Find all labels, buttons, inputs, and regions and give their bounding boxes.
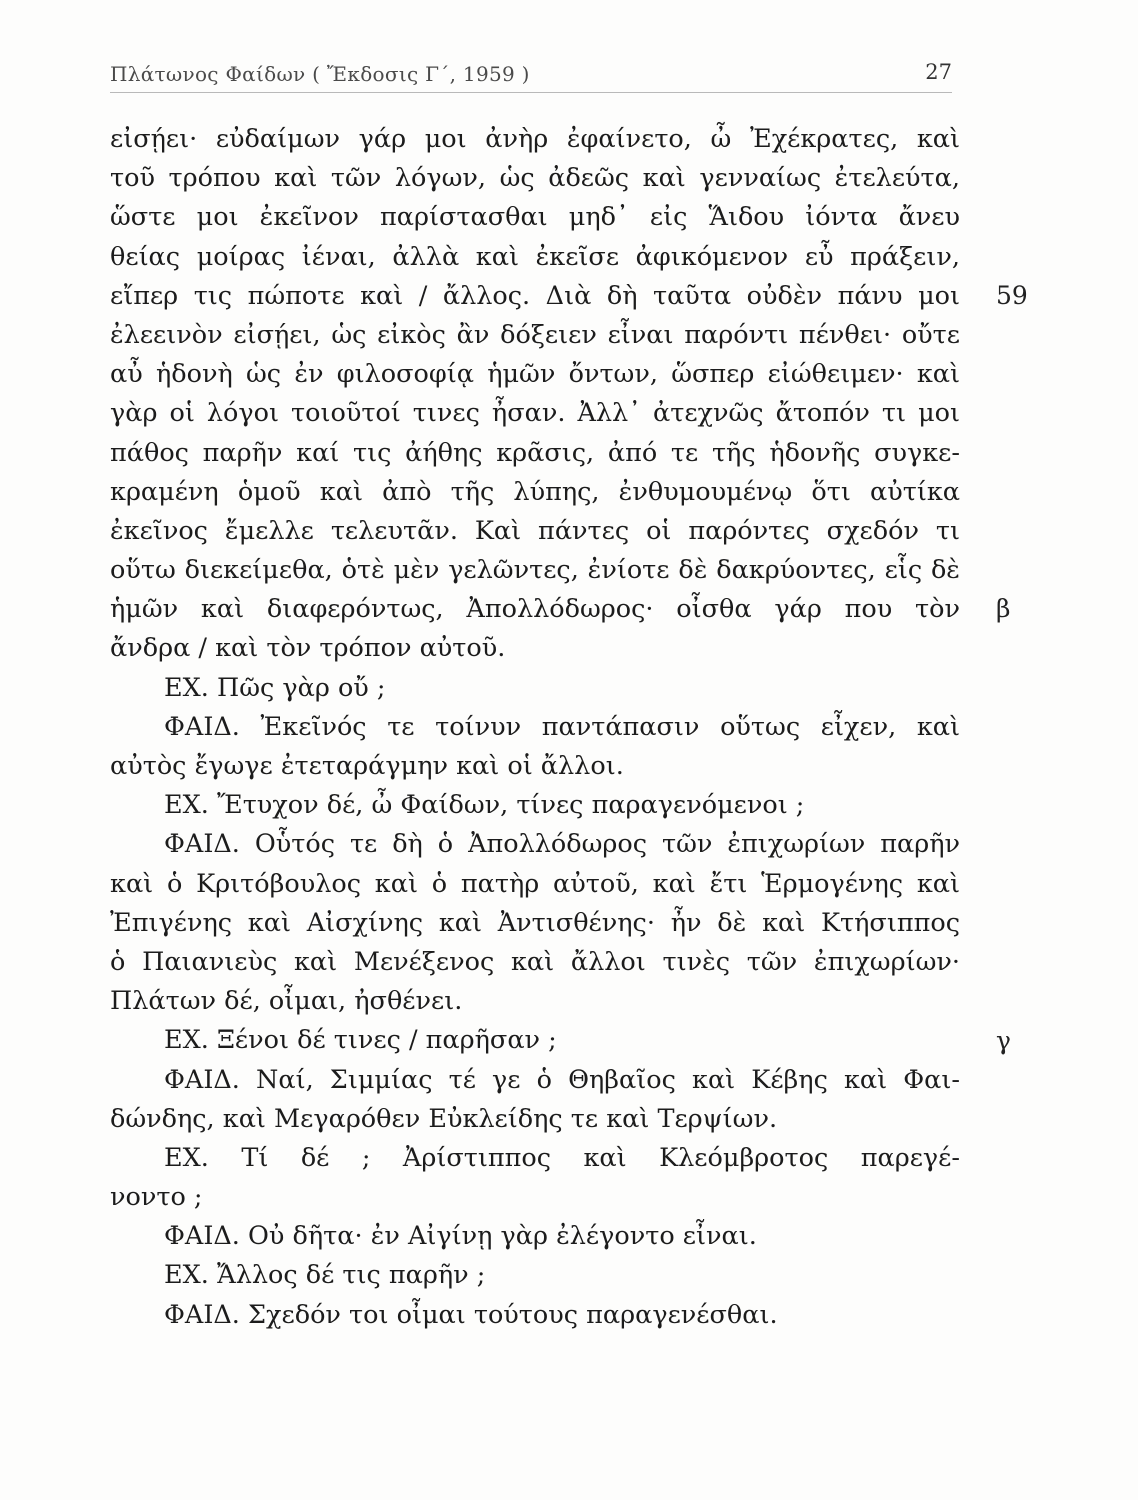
text-line: ΕΧ. Ἄλλος δέ τις παρῆν ; [164, 1260, 486, 1291]
text-line: ΕΧ. Ξένοι δέ τινες / παρῆσαν ; [164, 1025, 557, 1056]
text-line: τοῦ τρόπου καὶ τῶν λόγων, ὡς ἀδεῶς καὶ γενναίως ἐτελεύτα, [110, 163, 960, 194]
margin-section-marker: γ [996, 1025, 1011, 1055]
text-line: εἴπερ τις πώποτε καὶ / ἄλλος. Διὰ δὴ ταῦτα οὐδὲν πάνυ μοι [110, 280, 960, 311]
text-line: ὥστε μοι ἐκεῖνον παρίστασθαι μηδ᾽ εἰς Ἅιδου ἰόντα ἄνευ [110, 202, 960, 233]
text-line: κραμένη ὁμοῦ καὶ ἀπὸ τῆς λύπης, ἐνθυμουμένῳ ὅτι αὐτίκα [110, 476, 960, 507]
text-line: Ἐπιγένης καὶ Αἰσχίνης καὶ Ἀντισθένης· ἦν δὲ καὶ Κτήσιππος [110, 907, 960, 938]
margin-section-marker: 59 [996, 280, 1028, 310]
text-line: γὰρ οἱ λόγοι τοιοῦτοί τινες ἦσαν. Ἀλλ᾽ ἀτεχνῶς ἄτοπόν τι μοι [110, 398, 960, 429]
text-line: οὕτω διεκείμεθα, ὁτὲ μὲν γελῶντες, ἐνίοτε δὲ δακρύοντες, εἷς δὲ [110, 555, 960, 586]
header-title: Πλάτωνος Φαίδων ( Ἔκδοσις Γ΄, 1959 ) [110, 62, 530, 86]
text-line: ΕΧ. Πῶς γὰρ οὔ ; [164, 672, 386, 703]
text-line: ἡμῶν καὶ διαφερόντως, Ἀπολλόδωρος· οἶσθα γάρ που τὸν [110, 594, 960, 625]
text-line: ἐκεῖνος ἔμελλε τελευτᾶν. Καὶ πάντες οἱ παρόντες σχεδόν τι [110, 515, 960, 546]
text-line: ἐλεεινὸν εἰσῄει, ὡς εἰκὸς ἂν δόξειεν εἶναι παρόντι πένθει· οὔτε [110, 319, 960, 350]
text-line: νοντο ; [110, 1182, 203, 1213]
text-line: ἄνδρα / καὶ τὸν τρόπον αὐτοῦ. [110, 633, 506, 664]
main-text [110, 120, 960, 1335]
text-line: καὶ ὁ Κριτόβουλος καὶ ὁ πατὴρ αὐτοῦ, καὶ ἔτι Ἑρμογένης καὶ [110, 868, 960, 899]
text-line: θείας μοίρας ἰέναι, ἀλλὰ καὶ ἐκεῖσε ἀφικόμενον εὖ πράξειν, [110, 241, 960, 272]
text-line: εἰσῄει· εὐδαίμων γάρ μοι ἀνὴρ ἐφαίνετο, ὦ Ἐχέκρατες, καὶ [110, 124, 960, 154]
margin-section-marker: β [996, 594, 1011, 624]
text-line: ΦΑΙΔ. Ἐκεῖνός τε τοίνυν παντάπασιν οὕτως εἶχεν, καὶ [164, 711, 960, 742]
text-line: ΦΑΙΔ. Σχεδόν τοι οἶμαι τούτους παραγενέσθαι. [164, 1299, 778, 1330]
text-line: ΦΑΙΔ. Οὐ δῆτα· ἐν Αἰγίνῃ γὰρ ἐλέγοντο εἶναι. [164, 1221, 757, 1252]
text-line: αὖ ἡδονὴ ὡς ἐν φιλοσοφίᾳ ἡμῶν ὄντων, ὥσπερ εἰώθειμεν· καὶ [110, 359, 960, 390]
page-number: 27 [925, 60, 952, 84]
text-line: αὐτὸς ἔγωγε ἐτεταράγμην καὶ οἱ ἄλλοι. [110, 751, 624, 781]
text-line: ΕΧ. Ἔτυχον δέ, ὦ Φαίδων, τίνες παραγενόμενοι ; [164, 790, 805, 821]
text-line: Πλάτων δέ, οἶμαι, ἠσθένει. [110, 986, 463, 1017]
text-line: πάθος παρῆν καί τις ἀήθης κρᾶσις, ἀπό τε τῆς ἡδονῆς συγκε- [110, 437, 960, 468]
text-line: ὁ Παιανιεὺς καὶ Μενέξενος καὶ ἄλλοι τινὲς τῶν ἐπιχωρίων· [110, 946, 960, 977]
running-header [110, 58, 952, 93]
text-line: ΕΧ. Τί δέ ; Ἀρίστιππος καὶ Κλεόμβροτος παρεγέ- [164, 1142, 960, 1173]
text-line: ΦΑΙΔ. Ναί, Σιμμίας τέ γε ὁ Θηβαῖος καὶ Κέβης καὶ Φαι- [164, 1064, 960, 1095]
text-line: ΦΑΙΔ. Οὗτός τε δὴ ὁ Ἀπολλόδωρος τῶν ἐπιχωρίων παρῆν [164, 829, 960, 860]
text-line: δώνδης, καὶ Μεγαρόθεν Εὐκλείδης τε καὶ Τερψίων. [110, 1103, 778, 1134]
